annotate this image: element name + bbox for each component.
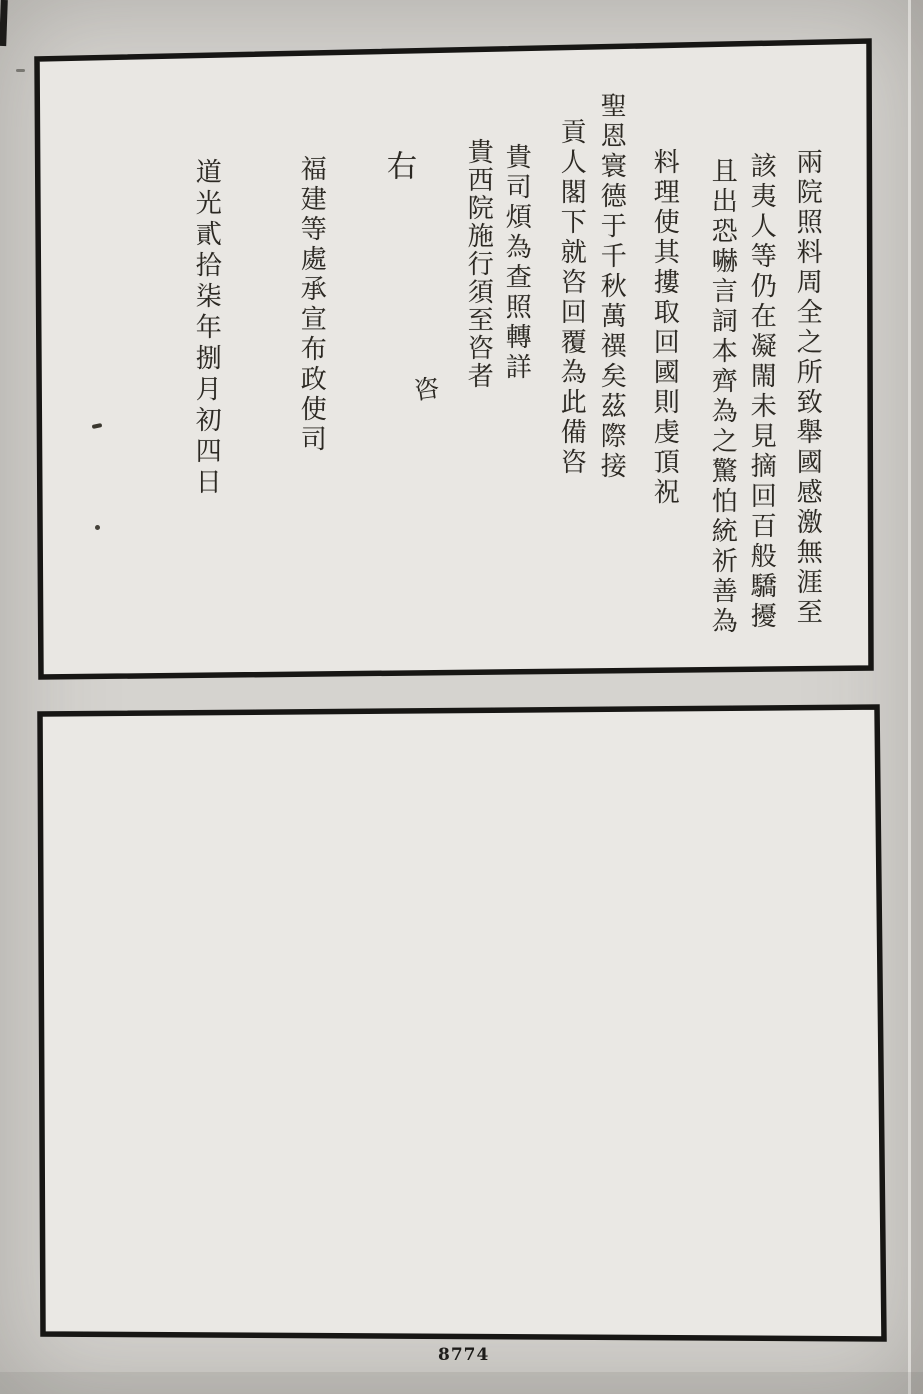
scan-tick-mark [16,69,25,72]
scan-bottom-shade [0,1372,923,1394]
scan-right-edge-shade [911,0,923,1394]
ink-speck-dot [95,525,100,530]
manuscript-column-2: 該夷人等仍在凝閙未見摘回百般驕擾 [746,152,777,632]
manuscript-column-4: 料理使其摟取回國則虔頂祝 [649,148,680,508]
page-number: 8774 [438,1345,490,1365]
bottom-frame-blank-area [60,740,860,1310]
manuscript-column-1: 兩院照料周全之所致舉國感激無涯至 [792,148,823,628]
manuscript-column-9-right-marker: 右 [381,150,416,184]
manuscript-column-8: 貴西院施行須至咨者 [463,138,494,390]
manuscript-column-6-elevated-honorific: 貢人閣下就咨回覆為此備咨 [556,118,587,478]
manuscript-column-9-zi-character: 咨 [409,374,442,407]
manuscript-column-11-date: 道光貳拾柒年捌月初四日 [191,158,222,499]
manuscript-column-5-elevated-honorific: 聖恩寰德于千秋萬禩矣茲際接 [596,92,627,482]
manuscript-column-7: 貴司煩為查照轉詳 [501,143,532,383]
manuscript-column-10-issuing-office: 福建等處承宣布政使司 [296,155,327,455]
manuscript-column-3: 且出恐嚇言詞本齊為之驚怕統祈善為 [707,157,738,637]
